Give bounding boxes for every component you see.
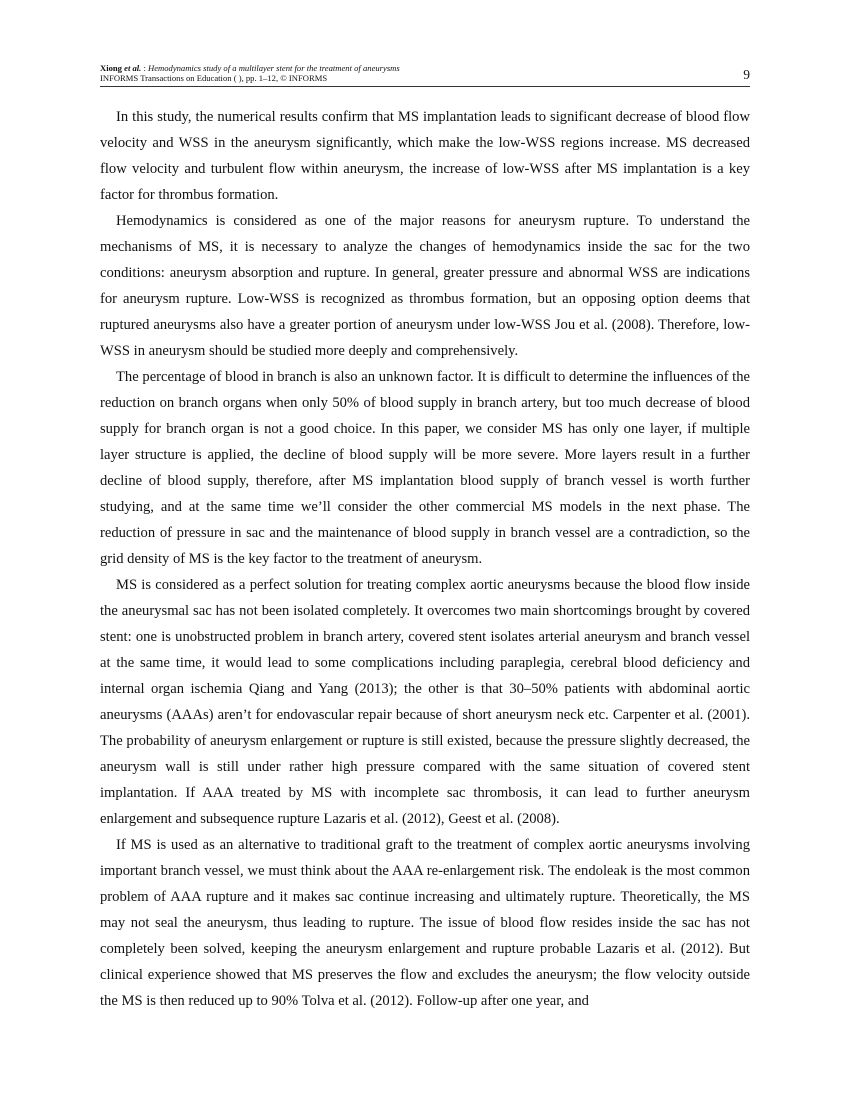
header-rule xyxy=(100,86,750,87)
paragraph-2: Hemodynamics is considered as one of the major reasons for aneurysm rupture. To understand the mechanisms of MS, it is necessary to analyze the changes of hemodynamics inside the sac for the two conditions: aneurysm absorption and rupture. In general, greater pressure and abnormal WSS are indications for aneurysm rupture. Low-WSS is recognized as thrombus formation, but an opposing option deems that ruptured aneurysms also have a greater portion of aneurysm under low-WSS Jou et al. (2008). Therefore, low-WSS in aneurysm should be studied more deeply and comprehensively. xyxy=(100,213,750,359)
paragraph-3: The percentage of blood in branch is also an unknown factor. It is difficult to determine the influences of the reduction on branch organs when only 50% of blood supply in branch artery, but too much decrease of blood supply for branch organ is not a good choice. In this paper, we consider MS has only one layer, if multiple layer structure is applied, the decline of blood supply will be more severe. More layers result in a further decline of blood supply, therefore, after MS implantation blood supply of branch vessel is worth further studying, and at the same time we’ll consider the other commercial MS models in the next phase. The reduction of pressure in sac and the maintenance of blood supply in branch vessel are a contradiction, so the grid density of MS is the key factor to the treatment of aneurysm. xyxy=(100,369,750,567)
header-author: Xiong xyxy=(100,63,122,73)
running-head xyxy=(100,63,750,83)
paragraph-5: If MS is used as an alternative to traditional graft to the treatment of complex aortic aneurysms involving important branch vessel, we must think about the AAA re-enlargement risk. The endoleak is the most common problem of AAA rupture and it makes sac continue increasing and ultimately rupture. Theoretically, the MS may not seal the aneurysm, thus leading to rupture. The issue of blood flow resides inside the sac has not completely been solved, keeping the aneurysm enlargement and rupture probable Lazaris et al. (2012). But clinical experience showed that MS preserves the flow and excludes the aneurysm; the flow velocity outside the MS is then reduced up to 90% Tolva et al. (2012). Follow-up after one year, and xyxy=(100,837,750,1009)
body-text xyxy=(100,104,750,1014)
paragraph-4: MS is considered as a perfect solution for treating complex aortic aneurysms because the blood flow inside the aneurysmal sac has not been isolated completely. It overcomes two main shortcomings brought by covered stent: one is unobstructed problem in branch artery, covered stent isolates arterial aneurysm and branch vessel at the same time, it would lead to some complications including paraplegia, cerebral blood deficiency and internal organ ischemia Qiang and Yang (2013); the other is that 30–50% patients with abdominal aortic aneurysms (AAAs) aren’t for endovascular repair because of short aneurysm neck etc. Carpenter et al. (2001). The probability of aneurysm enlargement or rupture is still existed, because the pressure slightly decreased, the aneurysm wall is still under rather high pressure compared with the same situation of covered stent implantation. If AAA treated by MS with incomplete sac thrombosis, it can lead to further aneurysm enlargement and subsequence rupture Lazaris et al. (2012), Geest et al. (2008). xyxy=(100,577,750,827)
header-separator: : xyxy=(141,63,148,73)
header-etal: et al. xyxy=(124,63,142,73)
paragraph-1: In this study, the numerical results confirm that MS implantation leads to significant decrease of blood flow velocity and WSS in the aneurysm significantly, which make the low-WSS regions increase. MS decreased flow velocity and turbulent flow within aneurysm, the increase of low-WSS after MS implantation is a key factor for thrombus formation. xyxy=(100,109,750,203)
header-article-title: Hemodynamics study of a multilayer stent for the treatment of aneurysms xyxy=(148,63,400,73)
header-journal-info xyxy=(100,73,327,83)
running-head-title-line xyxy=(100,63,750,73)
header-journal: INFORMS Transactions on Education xyxy=(100,73,232,83)
page-number: 9 xyxy=(743,67,750,82)
header-pages: ( ), pp. 1–12, © INFORMS xyxy=(231,73,328,83)
